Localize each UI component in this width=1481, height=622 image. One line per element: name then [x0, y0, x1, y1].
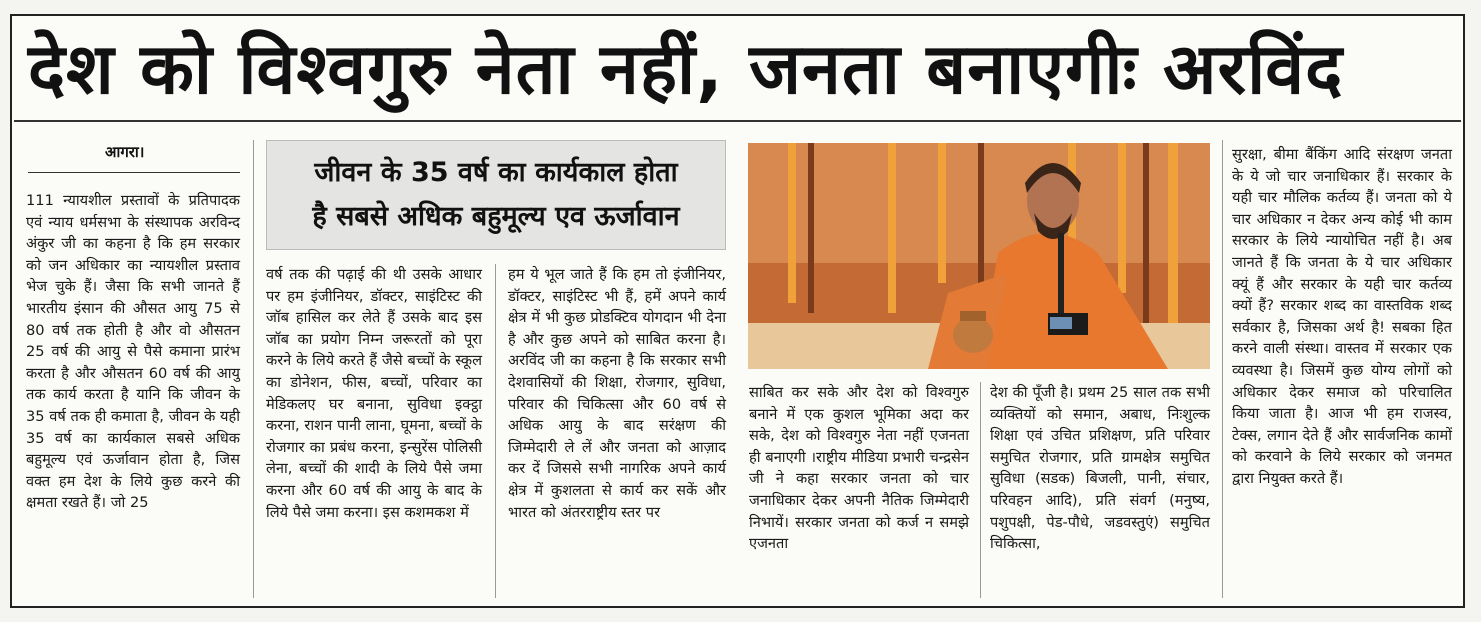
column-divider-1	[253, 140, 254, 598]
subheading-box	[266, 140, 726, 250]
article-column-3: हम ये भूल जाते हैं कि हम तो इंजीनियर, डॉक्टर, साइंटिस्ट भी हैं, हमें अपने कार्य क्षेत्र में भी कुछ प्रोडक्टिव योगदान भी देना है और कुछ अपने को साबित करना है। अरविंद जी का कहना है कि सरकार सभी देशवासियों की शिक्षा, रोजगार, सुविधा, परिवार की चिकित्सा और 60 वर्ष से अधिक आयु के बाद सरंक्षण की जिम्मेदारी ले लें और जनता को आज़ाद कर दें जिससे सभी नागरिक अपने कार्य क्षेत्र में कुशलता से कार्य कर सकें और भारत को अंतरराष्ट्रीय स्तर पर	[508, 266, 726, 521]
speaker-photo	[748, 143, 1210, 369]
article-column-2: वर्ष तक की पढ़ाई की थी उसके आधार पर हम इंजीनियर, डॉक्टर, साइंटिस्ट की जॉब हासिल कर लेते हैं उसके बाद इस जॉब का प्रयोग निम्न जरूरतों को पूरा करने के लिये करते हैं जैसे बच्चों के स्कूल का डोनेशन, फीस, बच्चों, परिवार का मेडिकलए घर बनाना, सुविधा इक्ट्ठा करना, राशन पानी लाना, घूमना, बच्चों के रोजगार का प्रबंध करना, इन्सुरेंस पोलिसी लेना, बच्चों की शादी के लिये पैसे जमा करना और 60 वर्ष की आयु के बाद के लिये पैसे जमा करना। इस कशमकश में	[266, 266, 482, 521]
column-divider-4	[1222, 140, 1223, 598]
headline-rule	[14, 120, 1461, 122]
article-column-5: देश की पूँजी है। प्रथम 25 साल तक सभी व्यक्तियों को समान, अबाध, निःशुल्क शिक्षा एवं उचित प्रशिक्षण, प्रति परिवार समुचित रोजगार, प्रति ग्रामक्षेत्र समुचित सुविधा (सडक) बिजली, पानी, संचार, परिवहन आदि), प्रति संवर्ग (मनुष्य, पशुपक्षी, पेड-पौधे, जडवस्तुएं) समुचित चिकित्सा,	[990, 384, 1210, 553]
article-column-1: 111 न्यायशील प्रस्तावों के प्रतिपादक एवं न्याय धर्मसभा के संस्थापक अरविन्द अंकुर जी का कहना है कि हम सरकार को जन अधिकार का न्यायशील प्रस्ताव भेज चुके हैं। जैसा कि सभी जानते हैं भारतीय इंसान की औसत आयु 75 से 80 वर्ष तक होती है और वो औसतन 25 वर्ष की आयु से पैसे कमाना प्रारंभ करता है और औसतन 60 वर्ष की आयु तक कार्य करता है यानि कि जीवन के 35 वर्ष तक ही कमाता है, जीवन के यही 35 वर्ष का कार्यकाल सबसे अधिक बहुमूल्य एवं ऊर्जावान होता है, जिस वक्त हम देश के लिये कुछ करने की क्षमता रखते हैं। जो 25	[26, 192, 240, 512]
speaker-photo-illustration	[748, 143, 1210, 369]
headline: देश को विश्वगुरु नेता नहीं, जनता बनाएगीः अरविंद	[28, 28, 1344, 110]
dateline: आगरा।	[105, 143, 145, 161]
article-column-4: साबित कर सके और देश को विश्वगुरु बनाने में एक कुशल भूमिका अदा कर सके, देश को विश्वगुरु नेता नहीं एजनता ही बनाएगी ।राष्ट्रीय मीडिया प्रभारी चन्द्रसेन जी ने कहा सरकार जनता को चार जनाधिकार देकर अपनी नैतिक जिम्मेदारी निभायें। सरकार जनता को कर्ज न समझे एजनता	[749, 384, 969, 553]
dateline-rule	[28, 172, 240, 173]
subheading-line-1: जीवन के 35 वर्ष का कार्यकाल होता	[314, 157, 678, 188]
subheading-line-2: है सबसे अधिक बहुमूल्य एव ऊर्जावान	[312, 201, 680, 232]
article-column-6: सुरक्षा, बीमा बैंकिंग आदि संरक्षण जनता के ये जो चार जनाधिकार हैं। सरकार के यही चार मौलिक कर्तव्य हैं। जनता को ये चार अधिकार न देकर अन्य कोई भी काम सरकार के लिये न्यायोचित नहीं है। अब जानते हैं कि जनता के ये चार अधिकार क्यूं हैं और सरकार के यही चार कर्तव्य क्यों हैं? सरकार शब्द का वास्तविक शब्द सर्वकार है, जिसका अर्थ है! सबका हित करने वाली संस्था। वास्तव में सरकार एक व्यवस्था है। जिसमें कुछ योग्य लोगों को अधिकार देकर समाज को परिचालित किया जाता है। आज भी हम राजस्व, टेक्स, लगान देते हैं और सार्वजनिक कामों को करवाने के लिये सरकार को जनमत द्वारा नियुक्त करते हैं।	[1232, 146, 1452, 487]
column-divider-3	[980, 382, 981, 598]
column-divider-2	[495, 264, 496, 598]
